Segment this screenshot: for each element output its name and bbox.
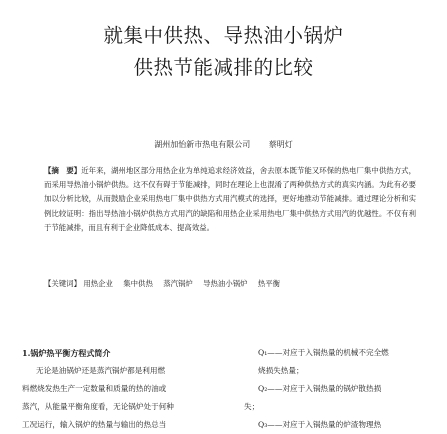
body-text-line: 工况运行，输入锅炉的热量与输出的热总当: [22, 420, 167, 429]
body-right-column: [244, 344, 444, 434]
body-text-line: Q₃——对应于入锅热量的炉渣物理热: [258, 420, 382, 429]
body-text-line: 蒸汽，从能量平衡角度看，无论锅炉处于何种: [22, 402, 174, 411]
body-text-line: 失；: [244, 402, 260, 411]
body-text-line: Q₂——对应于入锅热量的锅炉散热损: [258, 384, 382, 393]
abstract-label: 【摘 要】: [44, 166, 82, 175]
page-title-line-1: 就集中供热、导热油小锅炉: [103, 24, 344, 47]
body-left-column: [22, 344, 222, 434]
keyword: 热平衡: [257, 279, 281, 288]
keywords: [44, 277, 416, 291]
author-name: 蔡明灯: [268, 140, 293, 149]
body-text-line: 烧损失热量；: [258, 366, 304, 375]
body-text-line: Q₁——对应于入锅热量的机械不完全燃: [258, 348, 389, 357]
keyword: 用热企业: [83, 279, 113, 288]
abstract-text: 近年来，湖州地区部分用热企业为单纯追求经济效益，舍去原本既节能又环保的热电厂集中供热方式，而采用导热油小锅炉供热。这不仅有碍于节能减排，同时在理论上也混淆了两种供热方式的真实内涵。为此有必要加以分析比较，从而鼓励企业采用热电厂集中供热方式用汽模式的选择，更好地推动节能减排。通过理论分析和实例比较证明：指出导热油小锅炉供热方式用汽的缺陷和用热企业采用热电厂集中供热方式用汽的优越性。不仅有利于节能减排，而且有利于企业降低成本、提高效益。: [44, 166, 416, 232]
author-affiliation: 湖州加怡新市热电有限公司: [154, 140, 251, 149]
body-text-line: 无论是油锅炉还是蒸汽锅炉都是利用燃: [36, 366, 166, 375]
keyword: 导热油小锅炉: [203, 279, 248, 288]
page-title-line-2: 供热节能减排的比较: [133, 56, 314, 79]
keyword: 蒸汽锅炉: [163, 279, 193, 288]
body-text-line: 料燃烧发热生产一定数量和质量的热的油或: [22, 384, 167, 393]
abstract: [44, 164, 416, 235]
author-line: [0, 139, 447, 150]
keyword: 集中供热: [123, 279, 153, 288]
section-heading: 1.锅炉热平衡方程式简介: [22, 348, 111, 358]
keywords-label: 【关键词】: [44, 279, 81, 288]
